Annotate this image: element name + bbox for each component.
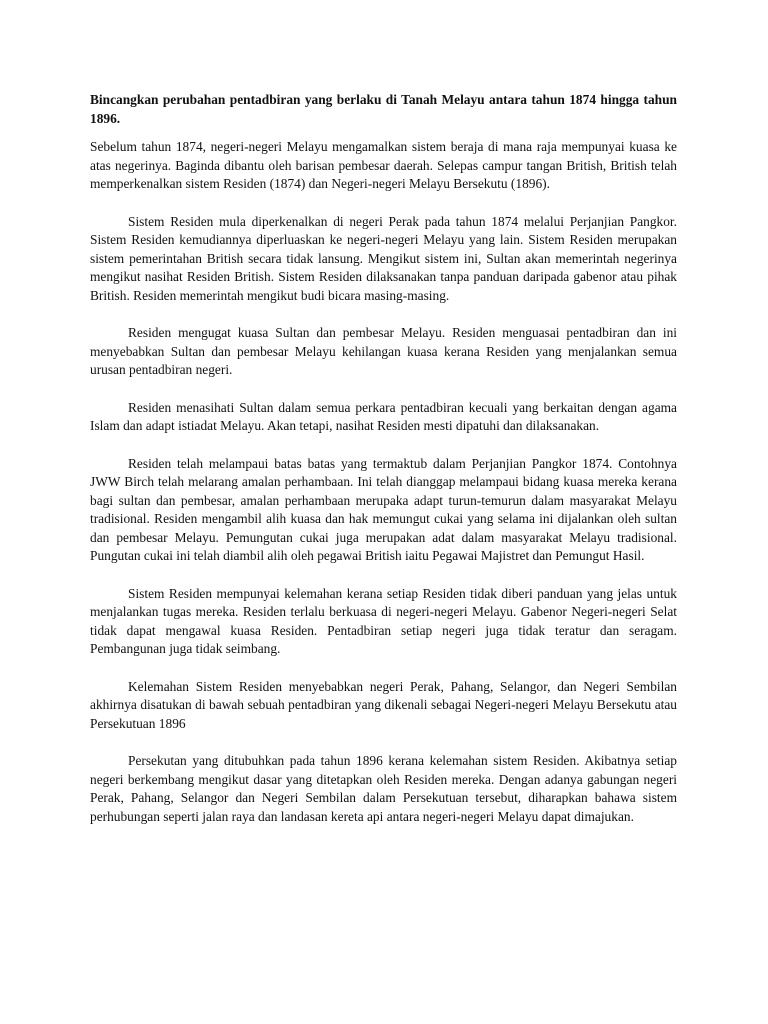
essay-question-heading: Bincangkan perubahan pentadbiran yang berlaku di Tanah Melayu antara tahun 1874 hingga tahun 1896.: [90, 92, 677, 126]
paragraph-1: Sebelum tahun 1874, negeri-negeri Melayu mengamalkan sistem beraja di mana raja mempunyai kuasa ke atas negerinya. Baginda dibantu oleh barisan pembesar daerah. Selepas campur tangan British, British telah memperkenalkan sistem Residen (1874) dan Negeri-negeri Melayu Bersekutu (1896).: [90, 139, 677, 191]
paragraph-6: Sistem Residen mempunyai kelemahan kerana setiap Residen tidak diberi panduan yang jelas untuk menjalankan tugas mereka. Residen terlalu berkuasa di negeri-negeri Melayu. Gabenor Negeri-negeri Selat tidak dapat mengawal kuasa Residen. Pentadbiran setiap negeri juga tidak teratur dan seragam. Pembangunan juga tidak seimbang.: [90, 585, 677, 656]
document-page: [90, 91, 677, 845]
paragraph-4: Residen menasihati Sultan dalam semua perkara pentadbiran kecuali yang berkaitan dengan agama Islam dan adapt istiadat Melayu. Akan tetapi, nasihat Residen mesti dipatuhi dan dilaksanakan.: [90, 399, 677, 433]
paragraph-7: Kelemahan Sistem Residen menyebabkan negeri Perak, Pahang, Selangor, dan Negeri Sembilan akhirnya disatukan di bawah sebuah pentadbiran yang dikenali sebagai Negeri-negeri Melayu Bersekutu atau Persekutuan 1896: [90, 678, 677, 731]
paragraph-5: Residen telah melampaui batas batas yang termaktub dalam Perjanjian Pangkor 1874. Contohnya JWW Birch telah melarang amalan perhambaan. Ini telah dianggap melampaui bidang kuasa mereka kerana bagi sultan dan pembesar, amalan perhambaan merupaka adapt turun-temurun dalam masyarakat Melayu tradisional. Residen mengambil alih kuasa dan hak memungut cukai yang selama ini dijalankan oleh sultan dan pembesar Melayu. Pemungutan cukai juga merupakan adat dalam masyarakat Melayu tradisional. Pungutan cukai ini telah diambil alih oleh pegawai British iaitu Pegawai Majistret dan Pemungut Hasil.: [90, 455, 677, 563]
paragraph-8: Persekutan yang ditubuhkan pada tahun 1896 kerana kelemahan sistem Residen. Akibatnya setiap negeri berkembang mengikut dasar yang ditetapkan oleh Residen mereka. Dengan adanya gabungan negeri Perak, Pahang, Selangor dan Negeri Sembilan dalam Persekutuan tersebut, diharapkan bahawa sistem perhubungan seperti jalan raya dan landasan kereta api antara negeri-negeri Melayu dapat dimajukan.: [90, 753, 677, 824]
paragraph-3: Residen mengugat kuasa Sultan dan pembesar Melayu. Residen menguasai pentadbiran dan ini menyebabkan Sultan dan pembesar Melayu kehilangan kuasa kerana Residen yang menjalankan semua urusan pentadbiran negeri.: [90, 325, 677, 377]
paragraph-2: Sistem Residen mula diperkenalkan di negeri Perak pada tahun 1874 melalui Perjanjian Pangkor. Sistem Residen kemudiannya diperluaskan ke negeri-negeri Melayu yang lain. Sistem Residen merupakan sistem pemerintahan British secara tidak lansung. Mengikut sistem ini, Sultan akan memerintah negerinya mengikut nasihat Residen British. Sistem Residen dilaksanakan tanpa panduan daripada gabenor atau pihak British. Residen memerintah mengikut budi bicara masing-masing.: [90, 213, 677, 303]
